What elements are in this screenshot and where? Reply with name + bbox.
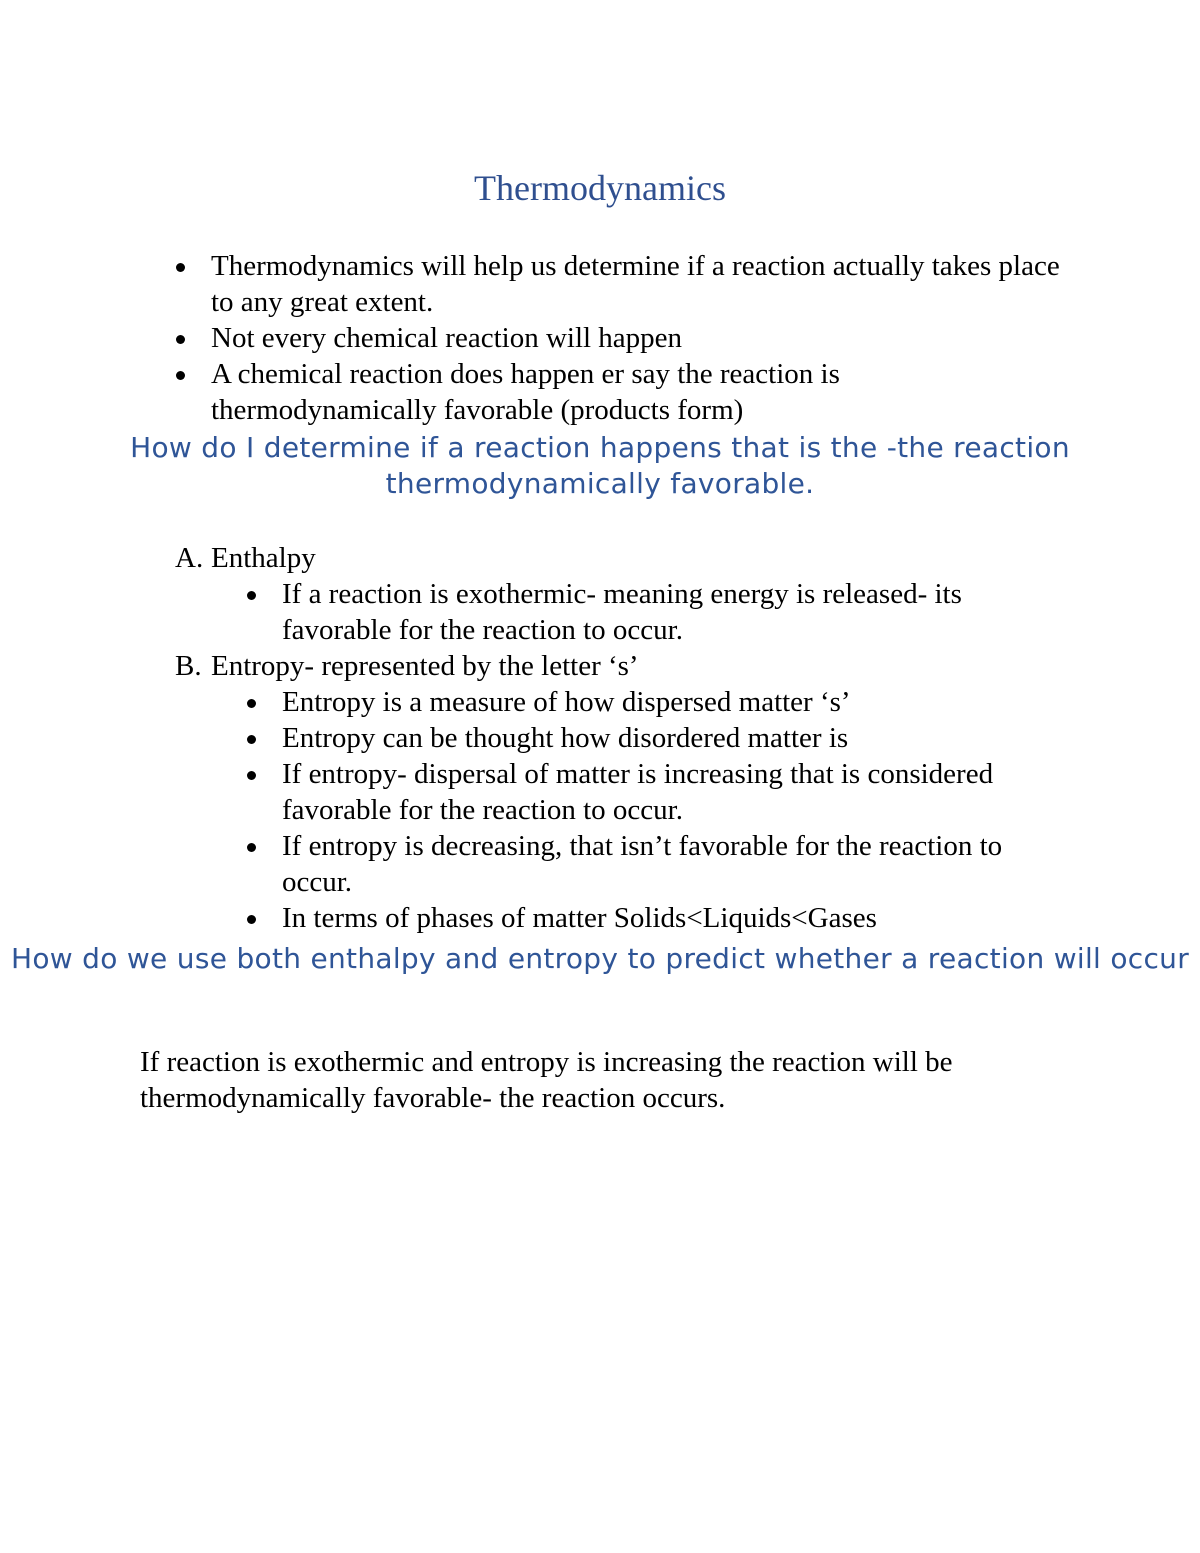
section-b-bullet-list: [0, 684, 1200, 936]
question-heading-2: How do we use both enthalpy and entropy to predict whether a reaction will occur: [10, 942, 1190, 975]
bullet-icon: [176, 263, 185, 272]
list-item: [0, 356, 1071, 428]
list-item: [0, 756, 1062, 828]
list-item: [0, 900, 1062, 936]
bullet-text: Entropy can be thought how disordered matter is: [282, 722, 849, 754]
conclusion-paragraph: If reaction is exothermic and entropy is increasing the reaction will be thermodynamically favorable- the reaction occurs.: [140, 1046, 953, 1114]
bullet-text: If entropy is decreasing, that isn’t favorable for the reaction to occur.: [282, 830, 1003, 898]
section-label: Enthalpy: [211, 542, 316, 574]
list-item: [0, 576, 1062, 648]
bullet-icon: [247, 591, 256, 600]
bullet-icon: [176, 335, 185, 344]
bullet-text: Thermodynamics will help us determine if a reaction actually takes place to any great extent.: [211, 250, 1060, 318]
section-b-heading: [0, 648, 1111, 684]
bullet-text: In terms of phases of matter Solids<Liquids<Gases: [282, 902, 877, 934]
section-letter: A.: [175, 542, 204, 574]
bullet-text: Entropy is a measure of how dispersed matter ‘s’: [282, 686, 851, 718]
list-item: [0, 320, 1071, 356]
outline-sections: [0, 540, 1200, 936]
bullet-icon: [247, 843, 256, 852]
section-a-bullet-list: [0, 576, 1200, 648]
intro-bullet-list: [0, 248, 1200, 428]
bullet-icon: [247, 699, 256, 708]
bullet-icon: [247, 771, 256, 780]
bullet-text: If entropy- dispersal of matter is increasing that is considered favorable for the reaction to occur.: [282, 758, 994, 826]
bullet-icon: [247, 735, 256, 744]
question-heading-1: How do I determine if a reaction happens that is the -the reaction thermodynamically favorable.: [130, 431, 1070, 500]
bullet-text: Not every chemical reaction will happen: [211, 322, 683, 354]
bullet-text: A chemical reaction does happen er say the reaction is thermodynamically favorable (products form): [211, 358, 840, 426]
section-letter: B.: [175, 650, 202, 682]
bullet-text: If a reaction is exothermic- meaning energy is released- its favorable for the reaction to occur.: [282, 578, 962, 646]
bullet-icon: [176, 371, 185, 380]
page-title: Thermodynamics: [474, 168, 726, 208]
list-item: [0, 720, 1062, 756]
section-a-heading: [0, 540, 1111, 576]
list-item: [0, 684, 1062, 720]
section-label: Entropy- represented by the letter ‘s’: [211, 650, 639, 682]
list-item: [0, 248, 1071, 320]
bullet-icon: [247, 915, 256, 924]
list-item: [0, 828, 1062, 900]
